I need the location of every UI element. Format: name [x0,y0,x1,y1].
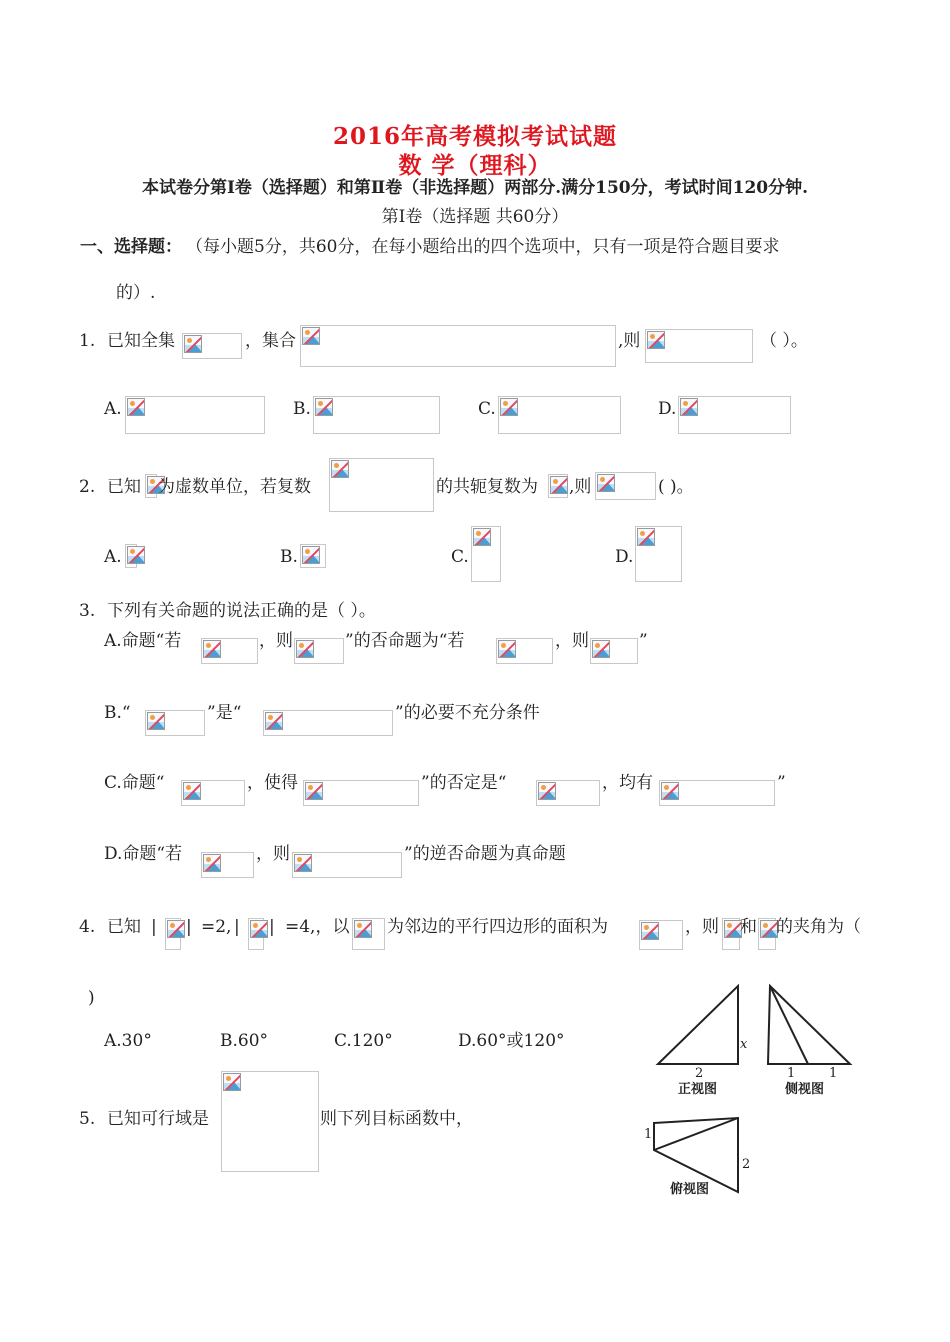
q3-option-a-text: ，则 [555,631,589,651]
part-instruction: （每小题5分，共60分，在每小题给出的四个选项中，只有一项是符合题目要求 [186,237,780,257]
q2-option-d-label: D. [615,547,634,567]
q4-text: ) [88,988,95,1008]
q3-option-d-image-2 [292,852,402,878]
side-view-triangle [768,986,850,1064]
q4-vectors-image [352,918,385,950]
broken-image-icon [294,854,312,872]
q3-option-a-text: ” [639,631,648,651]
top-view-shape [654,1118,738,1192]
q1-option-b-label: B. [293,399,311,419]
q4-abs-bar: | [186,917,192,937]
q2-complex-number-image [329,458,434,512]
page-title: 2016年高考模拟考试试题 [332,123,617,150]
broken-image-icon [641,922,659,940]
q2-text: 的共轭复数为 [436,477,538,497]
q3-option-c-text: ” [777,773,786,793]
q3-option-a-image-1 [201,638,258,664]
broken-image-icon [183,782,201,800]
three-view-figure [640,978,870,1208]
side-view-right-label: 1 [829,1066,838,1081]
q4-text: 的夹角为（ [776,917,861,937]
q4-vector-a-image [165,918,181,950]
broken-image-icon [315,398,333,416]
q1-number: 1. [79,331,96,351]
q1-option-a-image [125,396,265,434]
q3-option-a-image-4 [590,638,638,664]
q3-option-b-text: ”的必要不充分条件 [395,703,540,723]
q3-option-a-image-2 [294,638,344,664]
q3-option-b-image-2 [263,710,393,736]
side-view-left-label: 1 [787,1066,796,1081]
q4-option-a: A.30° [104,1031,152,1051]
q2-option-a-image [125,544,137,568]
q1-answer-bracket: （ ）。 [760,331,808,351]
q4-option-b: B.60° [220,1031,269,1051]
broken-image-icon [302,546,320,564]
broken-image-icon [127,546,145,564]
q2-option-a-label: A. [104,547,122,567]
q4-text: =2, [201,917,232,937]
q3-option-d-text: ”的逆否命题为真命题 [404,844,566,864]
page-subtitle: 数 学（理科） [398,152,552,179]
q2-conjugate-image [548,474,568,498]
q1-text: ，集合 [245,331,296,351]
q4-text: ，则 [685,917,719,937]
broken-image-icon [127,398,145,416]
broken-image-icon [203,640,221,658]
q4-abs-bar: | [151,917,157,937]
broken-image-icon [302,327,320,345]
q2-option-b-label: B. [280,547,298,567]
q2-text: 已知 [107,477,141,497]
q4-text: 已知 [107,917,141,937]
broken-image-icon [500,398,518,416]
broken-image-icon [498,640,516,658]
q5-text: 已知可行域是 [107,1109,209,1129]
q4-abs-bar: | [234,917,240,937]
q2-text: ,则 [569,477,592,497]
q4-text: =4,，以 [285,917,350,937]
broken-image-icon [223,1073,241,1091]
q1-expression-image [645,329,753,363]
q4-area-image [639,920,683,950]
q1-option-a-label: A. [104,399,122,419]
q3-option-c-text: ，使得 [247,773,298,793]
q4-text: 和 [740,917,757,937]
q3-option-c-text: ”的否定是“ [421,773,507,793]
front-view-height-label: x [740,1037,748,1052]
q2-number: 2. [79,477,96,497]
q1-option-c-label: C. [478,399,496,419]
broken-image-icon [331,460,349,478]
broken-image-icon [592,640,610,658]
front-view-label: 正视图 [678,1082,718,1097]
q1-option-d-label: D. [658,399,677,419]
section-title: 第Ⅰ卷（选择题 共60分） [381,207,569,227]
top-view-left-label: 1 [644,1127,653,1142]
q1-text: ,则 [618,331,641,351]
q4-option-d: D.60°或120° [458,1031,565,1051]
q2-option-b-image [300,544,326,568]
part-instruction-end: 的）. [116,283,156,303]
q3-option-b-text: B.“ [104,703,131,723]
q3-option-a-text: A.命题“若 [104,631,182,651]
q3-option-c-text: C.命题“ [104,773,165,793]
q3-option-a-image-3 [496,638,553,664]
q3-option-a-text: ”的否命题为“若 [345,631,465,651]
q3-option-c-image-2 [303,780,419,806]
q3-option-d-text: D.命题“若 [104,844,183,864]
top-view-label: 俯视图 [670,1182,710,1197]
q1-set-image [300,325,616,367]
q4-number: 4. [79,917,96,937]
q2-expression-image [595,472,656,500]
q3-stem: 下列有关命题的说法正确的是（ ）。 [107,601,376,621]
q4-vector-b2-image [758,918,776,950]
side-view-inner-line [770,986,808,1064]
broken-image-icon [147,712,165,730]
front-view-triangle [658,986,738,1064]
q2-answer-bracket: ( )。 [658,477,694,497]
q2-option-c-image [471,526,501,582]
broken-image-icon [203,854,221,872]
side-view-label: 侧视图 [785,1082,825,1097]
q2-text: 为虚数单位，若复数 [158,477,311,497]
q2-option-d-image [635,526,682,582]
broken-image-icon [265,712,283,730]
broken-image-icon [550,476,568,494]
exam-info: 本试卷分第Ⅰ卷（选择题）和第Ⅱ卷（非选择题）两部分.满分150分，考试时间120分钟. [141,178,809,198]
q3-option-b-image-1 [145,710,205,736]
q4-option-c: C.120° [334,1031,393,1051]
q5-feasible-region-image [221,1071,319,1172]
q3-option-d-text: ，则 [256,844,290,864]
q3-number: 3. [79,601,96,621]
q3-option-c-text: ，均有 [602,773,653,793]
q3-option-c-image-4 [659,780,775,806]
front-view-base-label: 2 [695,1066,704,1081]
broken-image-icon [250,920,268,938]
broken-image-icon [661,782,679,800]
part-heading: 一、选择题： [80,237,182,257]
q1-universal-set-image [182,333,242,359]
broken-image-icon [680,398,698,416]
q1-text: 已知全集 [107,331,175,351]
top-view-right-label: 2 [742,1157,751,1172]
q3-option-b-text: ”是“ [207,703,242,723]
q3-option-c-image-1 [181,780,245,806]
q3-option-a-text: ，则 [259,631,293,651]
broken-image-icon [354,920,372,938]
broken-image-icon [538,782,556,800]
broken-image-icon [305,782,323,800]
q3-option-c-image-3 [536,780,600,806]
q1-option-b-image [313,396,440,434]
q1-option-c-image [498,396,621,434]
q4-text: 为邻边的平行四边形的面积为 [387,917,608,937]
broken-image-icon [184,335,202,353]
q5-text: 则下列目标函数中， [320,1109,473,1129]
broken-image-icon [473,528,491,546]
q4-abs-bar: | [269,917,275,937]
q4-vector-a2-image [722,918,740,950]
q2-imaginary-unit-image [145,474,157,498]
q3-option-d-image-1 [201,852,254,878]
q2-option-c-label: C. [451,547,469,567]
broken-image-icon [647,331,665,349]
q1-option-d-image [678,396,791,434]
broken-image-icon [167,920,185,938]
broken-image-icon [637,528,655,546]
broken-image-icon [296,640,314,658]
broken-image-icon [597,474,615,492]
q4-vector-b-image [248,918,264,950]
q5-number: 5. [79,1109,96,1129]
